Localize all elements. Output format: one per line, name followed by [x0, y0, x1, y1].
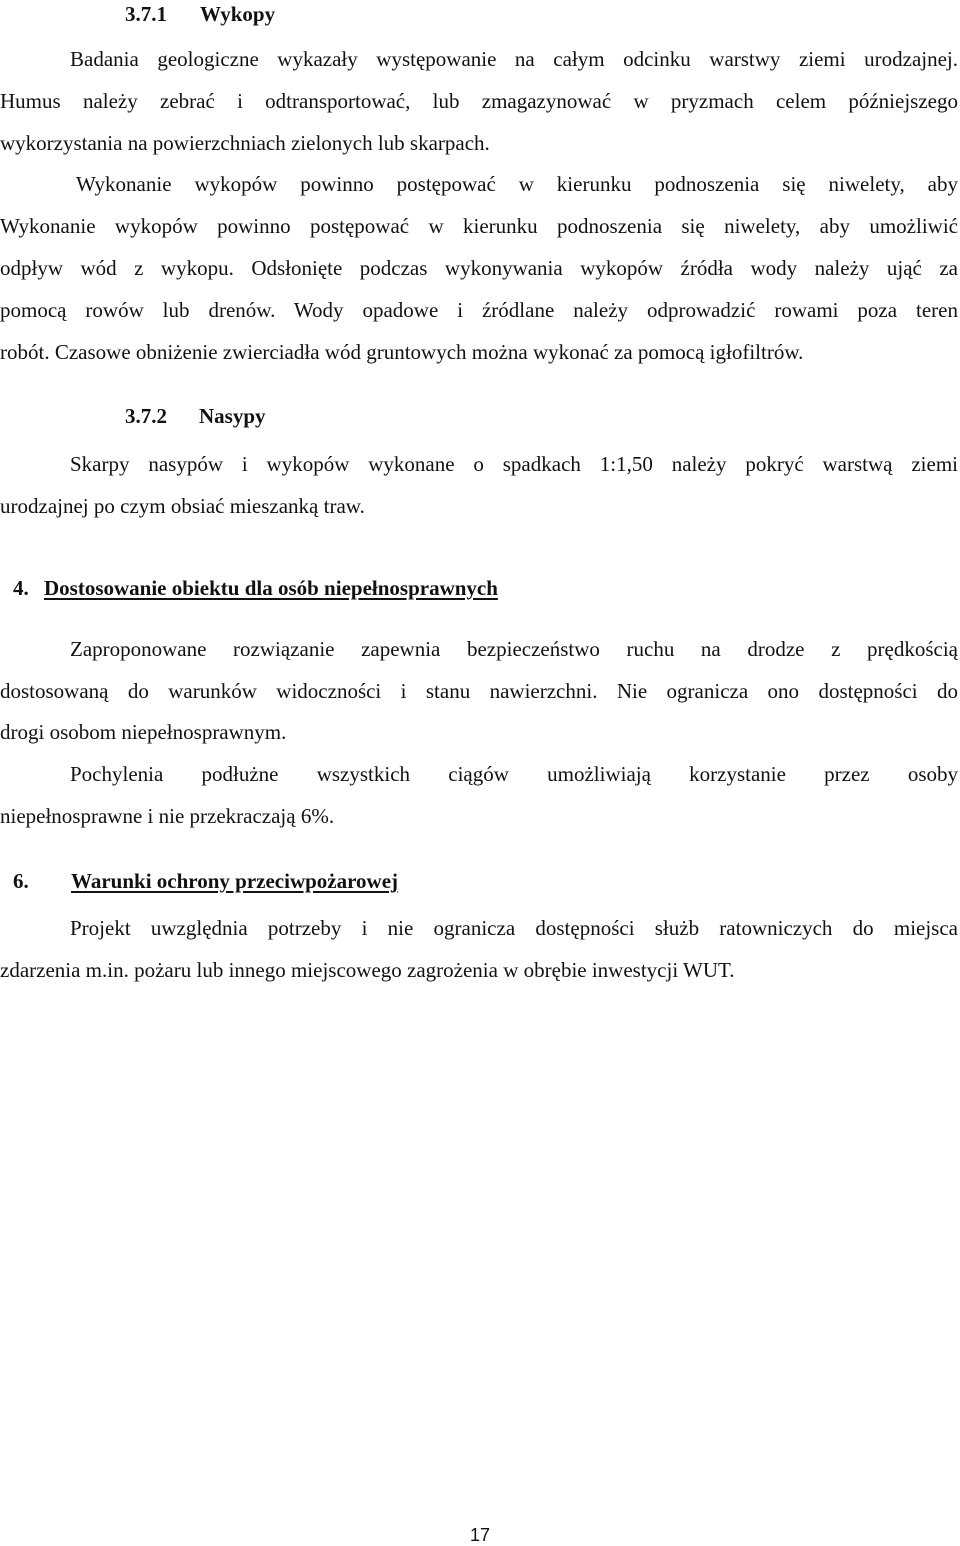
paragraph-line: odpływ wód z wykopu. Odsłonięte podczas wykonywania wykopów źródła wody należy ująć za [0, 256, 958, 280]
page-number: 17 [469, 1525, 491, 1545]
paragraph-line: Wykonanie wykopów powinno postępować w kierunku podnoszenia się niwelety, aby [76, 172, 958, 196]
paragraph-line: Badania geologiczne wykazały występowanie na całym odcinku warstwy ziemi urodzajnej. [70, 47, 958, 71]
heading-number: 3.7.2 [125, 404, 167, 428]
paragraph-line: Projekt uwzględnia potrzeby i nie ogranicza dostępności służb ratowniczych do miejsca [70, 916, 958, 940]
paragraph-line: wykorzystania na powierzchniach zielonych lub skarpach. [0, 131, 490, 155]
heading-title: Wykopy [200, 2, 276, 26]
paragraph-line: pomocą rowów lub drenów. Wody opadowe i źródlane należy odprowadzić rowami poza teren [0, 298, 958, 322]
paragraph-line: drogi osobom niepełnosprawnym. [0, 720, 287, 744]
paragraph-line: dostosowaną do warunków widoczności i stanu nawierzchni. Nie ogranicza ono dostępności do [0, 679, 958, 703]
paragraph-line: Pochylenia podłużne wszystkich ciągów umożliwiają korzystanie przez osoby [70, 762, 958, 786]
paragraph-line: urodzajnej po czym obsiać mieszanką traw. [0, 494, 365, 518]
paragraph-line: Wykonanie wykopów powinno postępować w kierunku podnoszenia się niwelety, aby umożliwić [0, 214, 958, 238]
paragraph-line: Humus należy zebrać i odtransportować, lub zmagazynować w pryzmach celem późniejszego [0, 89, 958, 113]
heading-number: 3.7.1 [125, 2, 167, 26]
heading-title: Dostosowanie obiektu dla osób niepełnosprawnych [44, 576, 498, 600]
paragraph-line: Skarpy nasypów i wykopów wykonane o spadkach 1:1,50 należy pokryć warstwą ziemi [70, 452, 958, 476]
heading-number: 6. [13, 869, 29, 893]
paragraph-line: zdarzenia m.in. pożaru lub innego miejscowego zagrożenia w obrębie inwestycji WUT. [0, 958, 735, 982]
paragraph-line: Zaproponowane rozwiązanie zapewnia bezpieczeństwo ruchu na drodze z prędkością [70, 637, 958, 661]
paragraph-line: niepełnosprawne i nie przekraczają 6%. [0, 804, 335, 828]
heading-number: 4. [13, 576, 29, 600]
heading-title: Nasypy [199, 404, 266, 428]
heading-title: Warunki ochrony przeciwpożarowej [71, 869, 399, 893]
paragraph-line: robót. Czasowe obniżenie zwierciadła wód gruntowych można wykonać za pomocą igłofiltrów. [0, 340, 804, 364]
